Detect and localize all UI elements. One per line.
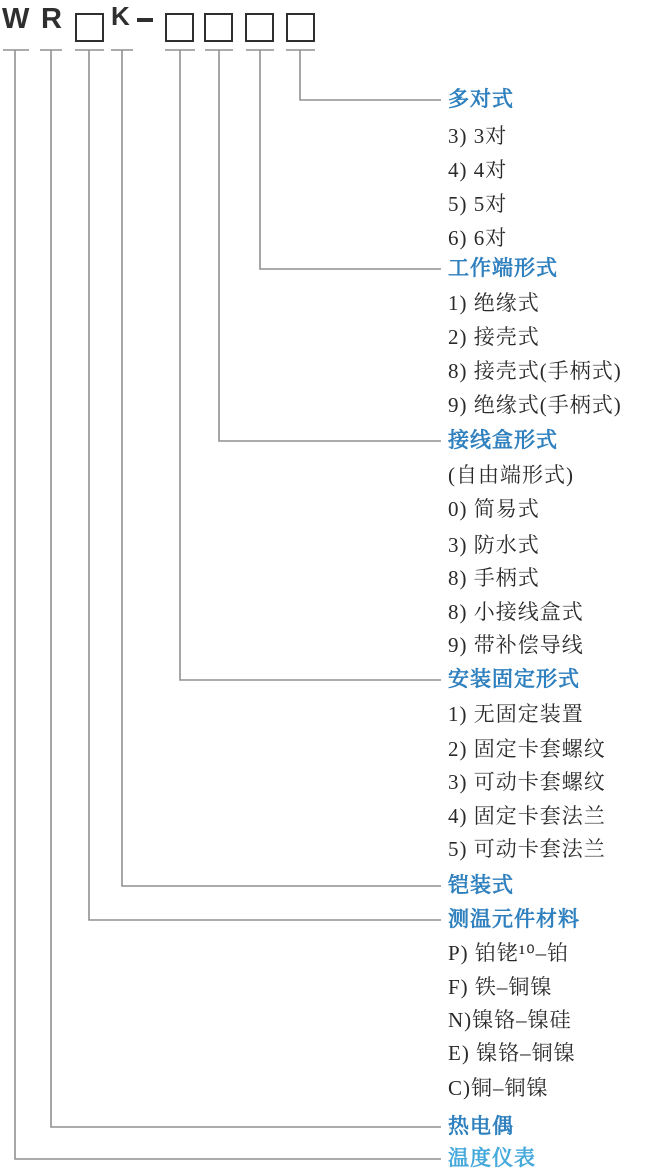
- code-placeholder-box-4: [245, 13, 274, 42]
- option-item: 5) 5对: [448, 192, 508, 216]
- code-dash: [137, 18, 153, 22]
- section-title-multi-pair: 多对式: [448, 88, 514, 111]
- option-item: 3) 3对: [448, 124, 508, 148]
- option-item: 3) 可动卡套螺纹: [448, 770, 606, 794]
- section-title-thermocouple: 热电偶: [448, 1115, 514, 1138]
- section-title-mounting: 安装固定形式: [448, 668, 580, 691]
- option-item: 8) 手柄式: [448, 566, 540, 590]
- lead-element-material: [89, 50, 441, 920]
- option-item: 8) 小接线盒式: [448, 600, 584, 624]
- lead-temp-instrument: [15, 50, 441, 1159]
- code-placeholder-box-5: [286, 13, 315, 42]
- code-letter-w: W: [2, 3, 30, 35]
- option-item: C)铜–铜镍: [448, 1076, 549, 1100]
- option-item: 5) 可动卡套法兰: [448, 837, 606, 861]
- option-item: 8) 接壳式(手柄式): [448, 359, 622, 383]
- lead-armored: [122, 50, 441, 886]
- option-item: 1) 无固定装置: [448, 702, 584, 726]
- option-item: 2) 固定卡套螺纹: [448, 737, 606, 761]
- lead-thermocouple: [51, 50, 441, 1127]
- option-item: 0) 简易式: [448, 497, 540, 521]
- section-title-armored: 铠装式: [448, 874, 514, 897]
- option-item: E) 镍铬–铜镍: [448, 1041, 576, 1065]
- option-item: 3) 防水式: [448, 533, 540, 557]
- section-title-temperature-instrument: 温度仪表: [448, 1147, 536, 1170]
- lead-junction-box: [219, 50, 441, 441]
- option-item: 9) 带补偿导线: [448, 633, 584, 657]
- option-item: 6) 6对: [448, 226, 508, 250]
- section-title-junction-box: 接线盒形式: [448, 429, 558, 452]
- option-item: P) 铂铑¹⁰–铂: [448, 941, 570, 965]
- lead-working-end: [260, 50, 441, 269]
- section-title-working-end: 工作端形式: [448, 257, 558, 280]
- code-letter-r: R: [41, 3, 62, 35]
- code-placeholder-box-3: [204, 13, 233, 42]
- option-item: 2) 接壳式: [448, 325, 540, 349]
- option-item: (自由端形式): [448, 463, 574, 487]
- option-item: F) 铁–铜镍: [448, 975, 553, 999]
- option-item: 4) 4对: [448, 158, 508, 182]
- code-placeholder-box-1: [75, 13, 104, 42]
- section-title-element-material: 测温元件材料: [448, 908, 580, 931]
- code-letter-k: K: [111, 1, 130, 31]
- option-item: 4) 固定卡套法兰: [448, 804, 606, 828]
- option-item: 9) 绝缘式(手柄式): [448, 393, 622, 417]
- lead-multi-pair: [300, 50, 441, 100]
- option-item: 1) 绝缘式: [448, 291, 540, 315]
- code-placeholder-box-2: [165, 13, 194, 42]
- option-item: N)镍铬–镍硅: [448, 1008, 572, 1032]
